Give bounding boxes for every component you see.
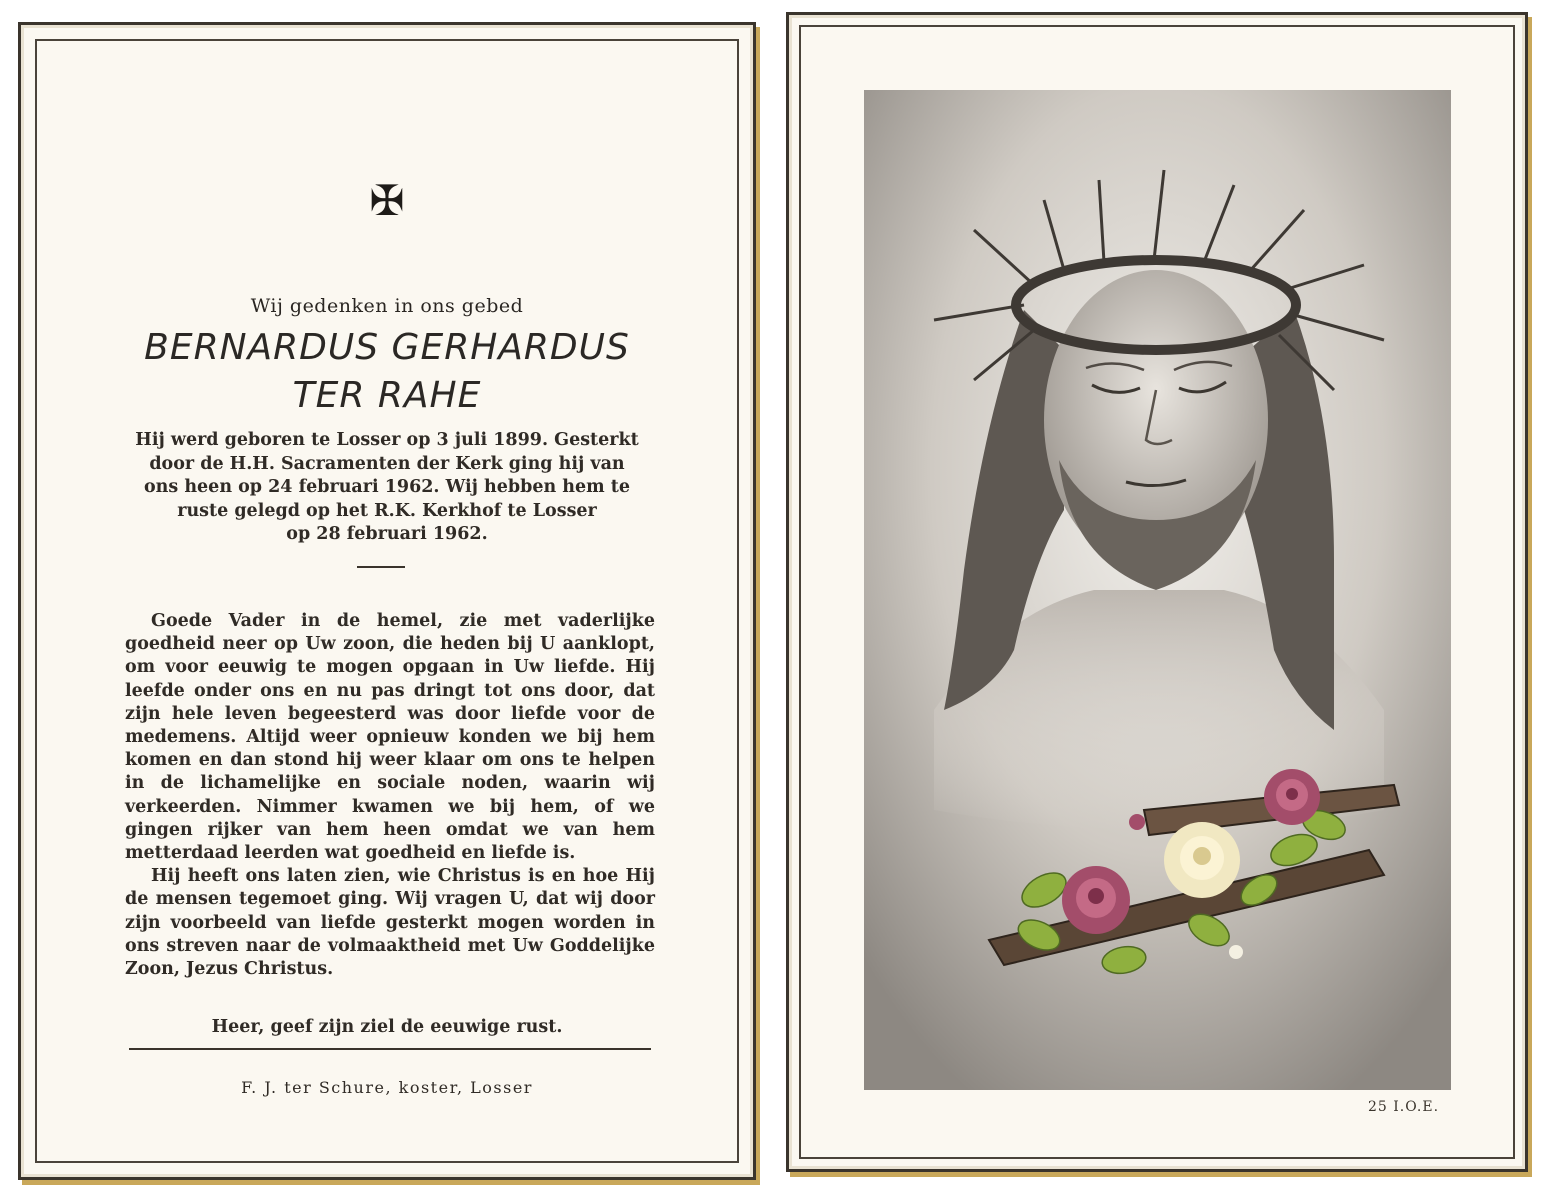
bio-line: ons heen op 24 februari 1962. Wij hebben hem te xyxy=(143,477,630,497)
white-rose xyxy=(1164,822,1240,898)
white-bud xyxy=(1229,945,1243,959)
bottom-divider xyxy=(129,1048,651,1050)
memorial-card-text-side xyxy=(18,22,756,1180)
bio-line: Hij werd geboren te Losser op 3 juli 1899. Gesterkt xyxy=(135,430,639,450)
printer-credit: F. J. ter Schure, koster, Losser xyxy=(241,1078,533,1097)
bio-line: op 28 februari 1962. xyxy=(286,524,488,544)
devotional-picture xyxy=(864,90,1451,1090)
biography xyxy=(129,429,645,547)
prayer-text xyxy=(125,610,655,981)
red-rose-right xyxy=(1264,769,1320,825)
cross-icon: ✠ xyxy=(369,176,405,225)
bio-line: ruste gelegd op het R.K. Kerkhof te Losser xyxy=(177,500,597,521)
prayer-paragraph-2: Hij heeft ons laten zien, wie Christus is en hoe Hij de mensen tegemoet ging. Wij vragen U, dat wij door zijn voorbeeld van liefde gesterkt mogen worden in ons streven naar de volmaaktheid met Uw Goddelijke Zoon, Jezus Christus. xyxy=(125,866,655,980)
deceased-name-line1: BERNARDUS GERHARDUS xyxy=(144,327,630,368)
deceased-name-line2: TER RAHE xyxy=(292,375,482,416)
intro-line: Wij gedenken in ons gebed xyxy=(250,295,524,317)
closing-line: Heer, geef zijn ziel de eeuwige rust. xyxy=(211,1017,563,1037)
bio-line: door de H.H. Sacramenten der Kerk ging hij van xyxy=(149,453,625,474)
short-divider xyxy=(357,566,405,568)
prayer-paragraph-1: Goede Vader in de hemel, zie met vaderlijke goedheid neer op Uw zoon, die heden bij U aanklopt, om voor eeuwig te mogen opgaan in Uw liefde. Hij leefde onder ons en nu pas dringt tot ons door, dat zijn hele leven begeesterd was door liefde voor de medemens. Altijd weer opnieuw konden we bij hem komen en dan stond hij weer klaar om ons te helpen in de lichamelijke en sociale noden, waarin wij verkeerden. Nimmer kwamen we bij hem, of we gingen rijker van hem heen omdat we van hem metterdaad leerden wat goedheid en liefde is. xyxy=(125,611,655,864)
red-rose-left xyxy=(1062,866,1130,934)
rose-bud xyxy=(1129,814,1145,830)
print-code: 25 I.O.E. xyxy=(1368,1099,1440,1115)
